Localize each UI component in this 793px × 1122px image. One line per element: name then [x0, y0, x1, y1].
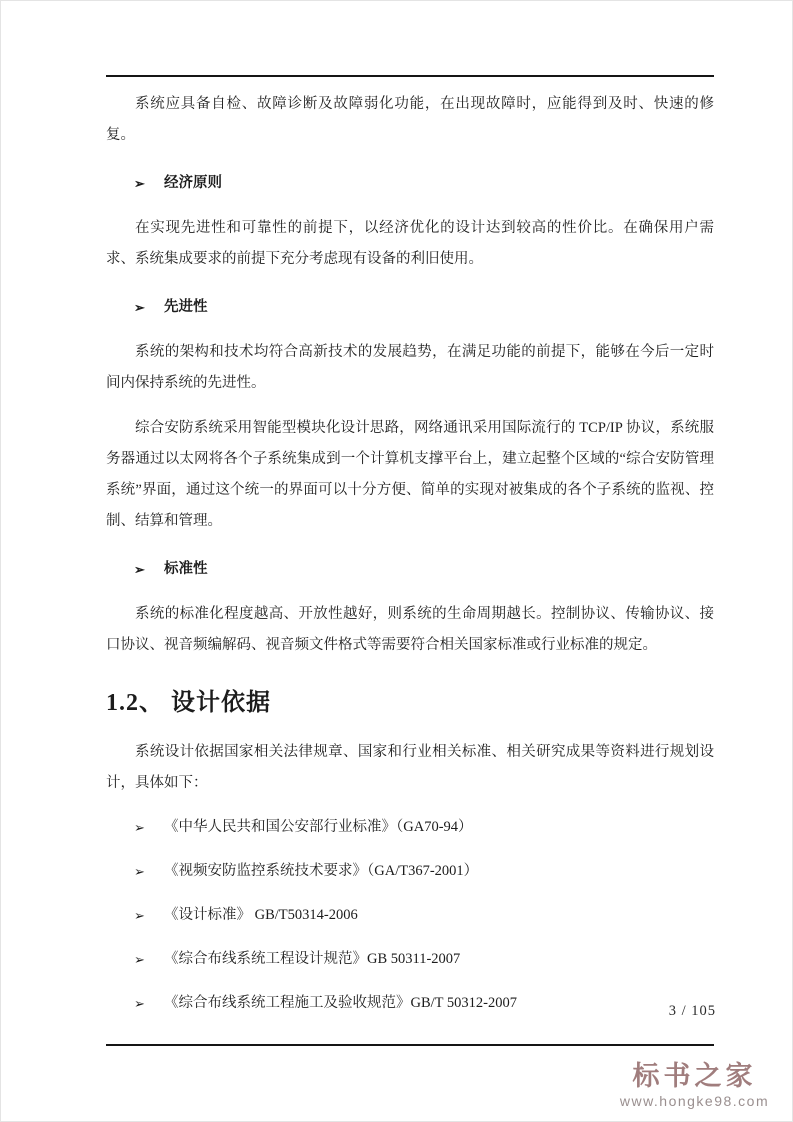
reference-item: [134, 944, 714, 975]
arrow-bullet-icon: ➢: [134, 952, 145, 967]
header-rule: [106, 75, 714, 77]
arrow-bullet-icon: ➢: [134, 996, 145, 1011]
bullet-label: 经济原则: [164, 175, 222, 191]
arrow-bullet-icon: ➢: [134, 908, 145, 923]
reference-text: 《视频安防监控系统技术要求》（GA/T367-2001）: [164, 863, 479, 879]
arrow-bullet-icon: ➢: [134, 300, 145, 315]
bullet-label: 先进性: [164, 299, 208, 315]
paragraph-self-check: 系统应具备自检、故障诊断及故障弱化功能，在出现故障时，应能得到及时、快速的修复。: [106, 96, 714, 143]
footer-rule: [106, 1044, 714, 1046]
reference-item: [134, 900, 714, 931]
arrow-bullet-icon: ➢: [134, 864, 145, 879]
paragraph-integration: 综合安防系统采用智能型模块化设计思路，网络通讯采用国际流行的 TCP/IP 协议，系统服务器通过以太网将各个子系统集成到一个计算机支撑平台上，建立起整个区域的“综合安防管理系统”界面，通过这个统一的界面可以十分方便、简单的实现对被集成的各个子系统的监视、控制、结算和管理。: [106, 420, 714, 529]
watermark: [607, 1059, 782, 1109]
bullet-standardization: [134, 554, 714, 585]
bullet-label: 标准性: [164, 561, 208, 577]
page-content: [106, 1, 714, 1019]
paragraph-standards: 系统的标准化程度越高、开放性越好，则系统的生命周期越长。控制协议、传输协议、接口协议、视音频编解码、视音频文件格式等需要符合相关国家标准或行业标准的规定。: [106, 606, 714, 653]
paragraph-architecture: 系统的架构和技术均符合高新技术的发展趋势，在满足功能的前提下，能够在今后一定时间内保持系统的先进性。: [106, 344, 714, 391]
reference-item: [134, 988, 714, 1019]
watermark-logo-text: 标书之家: [632, 1061, 757, 1091]
bullet-advancement: [134, 292, 714, 323]
section-heading-design-basis: 1.2、 设计依据: [106, 690, 271, 716]
paragraph-economic: 在实现先进性和可靠性的前提下，以经济优化的设计达到较高的性价比。在确保用户需求、系统集成要求的前提下充分考虑现有设备的利旧使用。: [106, 220, 714, 267]
bullet-economic-principle: [134, 168, 714, 199]
reference-text: 《综合布线系统工程设计规范》GB 50311-2007: [164, 951, 461, 967]
watermark-url: www.hongke98.com: [619, 1093, 770, 1109]
reference-text: 《中华人民共和国公安部行业标准》（GA70-94）: [164, 819, 473, 835]
reference-text: 《综合布线系统工程施工及验收规范》GB/T 50312-2007: [164, 995, 517, 1011]
reference-text: 《设计标准》 GB/T50314-2006: [164, 907, 358, 923]
arrow-bullet-icon: ➢: [134, 562, 145, 577]
reference-item: [134, 812, 714, 843]
reference-item: [134, 856, 714, 887]
paragraph-design-basis-intro: 系统设计依据国家相关法律规章、国家和行业相关标准、相关研究成果等资料进行规划设计，具体如下：: [106, 744, 714, 791]
arrow-bullet-icon: ➢: [134, 176, 145, 191]
page-number: 3 / 105: [668, 1003, 716, 1019]
arrow-bullet-icon: ➢: [134, 820, 145, 835]
